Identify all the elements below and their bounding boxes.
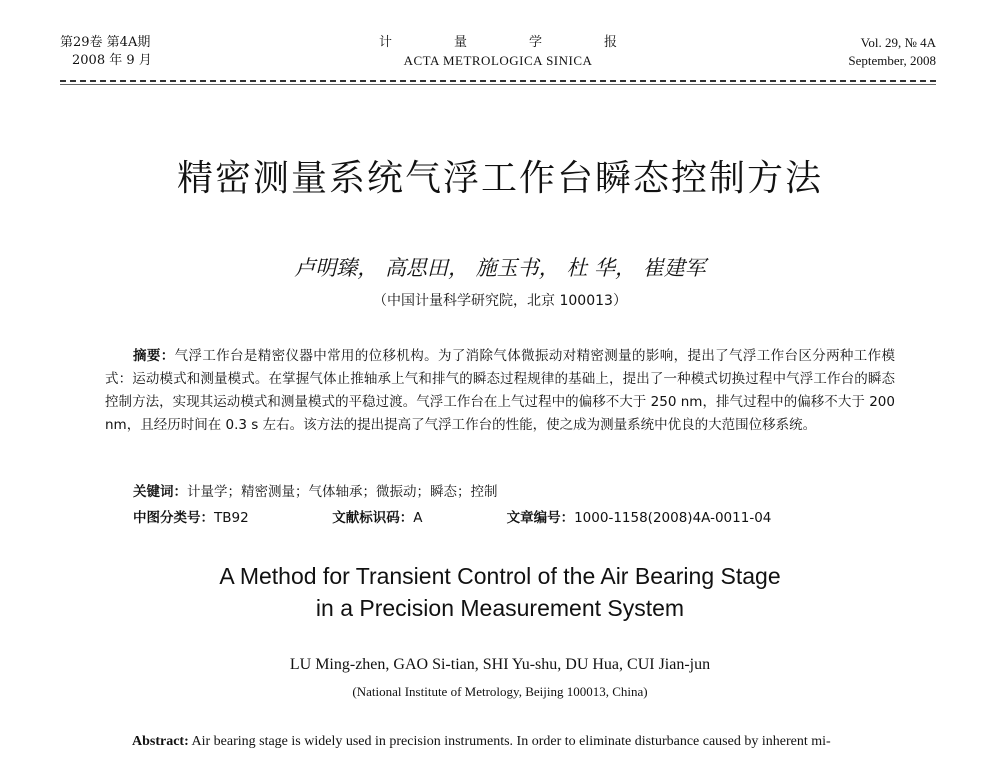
abstract-en-text: Air bearing stage is widely used in precision instruments. In order to eliminate disturbance caused by inherent mi- — [188, 734, 831, 749]
journal-name-cn: 计量学报 — [378, 35, 679, 50]
abstract-cn-label: 摘要： — [133, 348, 175, 364]
volume-issue-en: Vol. 29, № 4A — [860, 35, 936, 50]
authors-en: LU Ming-zhen, GAO Si-tian, SHI Yu-shu, DU Hua, CUI Jian-jun — [289, 656, 711, 673]
abstract-en — [132, 734, 922, 750]
clc-value: TB92 — [214, 510, 249, 526]
keywords-cn-label: 关键词： — [133, 484, 187, 500]
abstract-cn — [105, 345, 895, 437]
paper-title-en — [0, 560, 1000, 624]
authors-cn: 卢明臻， 高思田， 施玉书， 杜 华， 崔建军 — [294, 256, 706, 280]
running-header — [60, 34, 936, 78]
abstract-cn-text: 气浮工作台是精密仪器中常用的位移机构。为了消除气体微振动对精密测量的影响，提出了气浮工作台区分两种工作模式：运动模式和测量模式。在掌握气体止推轴承上气和排气的瞬态过程规律的基础上，提出了一种模式切换过程中气浮工作台的瞬态控制方法，实现其运动模式和测量模式的平稳过渡。气浮工作台在上气过程中的偏移不大于 250 nm，排气过程中的偏移不大于 200 nm，且经历时间在 0.3 s 左右。该方法的提出提高了气浮工作台的性能，使之成为测量系统中优良的大范围位移系统。 — [105, 348, 896, 433]
article-number-label: 文章编号： — [506, 510, 575, 526]
doc-code-value: A — [413, 510, 423, 526]
classification-line — [133, 506, 893, 526]
volume-issue-cn: 第29卷 第4A期 — [60, 35, 151, 50]
article-number-value: 1000-1158(2008)4A-0011-04 — [574, 510, 772, 526]
clc-number — [133, 506, 328, 526]
clc-label: 中图分类号： — [133, 510, 214, 526]
keywords-cn-text: 计量学；精密测量；气体轴承；微振动；瞬态；控制 — [187, 484, 498, 500]
abstract-en-label: Abstract: — [132, 734, 189, 749]
header-rule — [60, 80, 936, 82]
article-number — [507, 506, 772, 526]
header-center — [60, 34, 936, 70]
date-en: September, 2008 — [848, 53, 936, 68]
date-cn: 2008 年 9 月 — [72, 53, 152, 68]
keywords-cn — [133, 480, 498, 500]
doc-code — [332, 506, 502, 526]
paper-title-cn: 精密测量系统气浮工作台瞬态控制方法 — [176, 158, 823, 199]
header-rule-thin — [60, 84, 936, 85]
title-en-line2: in a Precision Measurement System — [315, 595, 685, 621]
title-en-line1: A Method for Transient Control of the Air Bearing Stage — [219, 563, 781, 589]
journal-name-en: ACTA METROLOGICA SINICA — [403, 53, 593, 68]
header-right — [848, 34, 936, 70]
affiliation-cn: （中国计量科学研究院，北京 100013） — [373, 293, 627, 309]
doc-code-label: 文献标识码： — [332, 510, 414, 526]
affiliation-en: (National Institute of Metrology, Beijing 100013, China) — [352, 684, 648, 699]
